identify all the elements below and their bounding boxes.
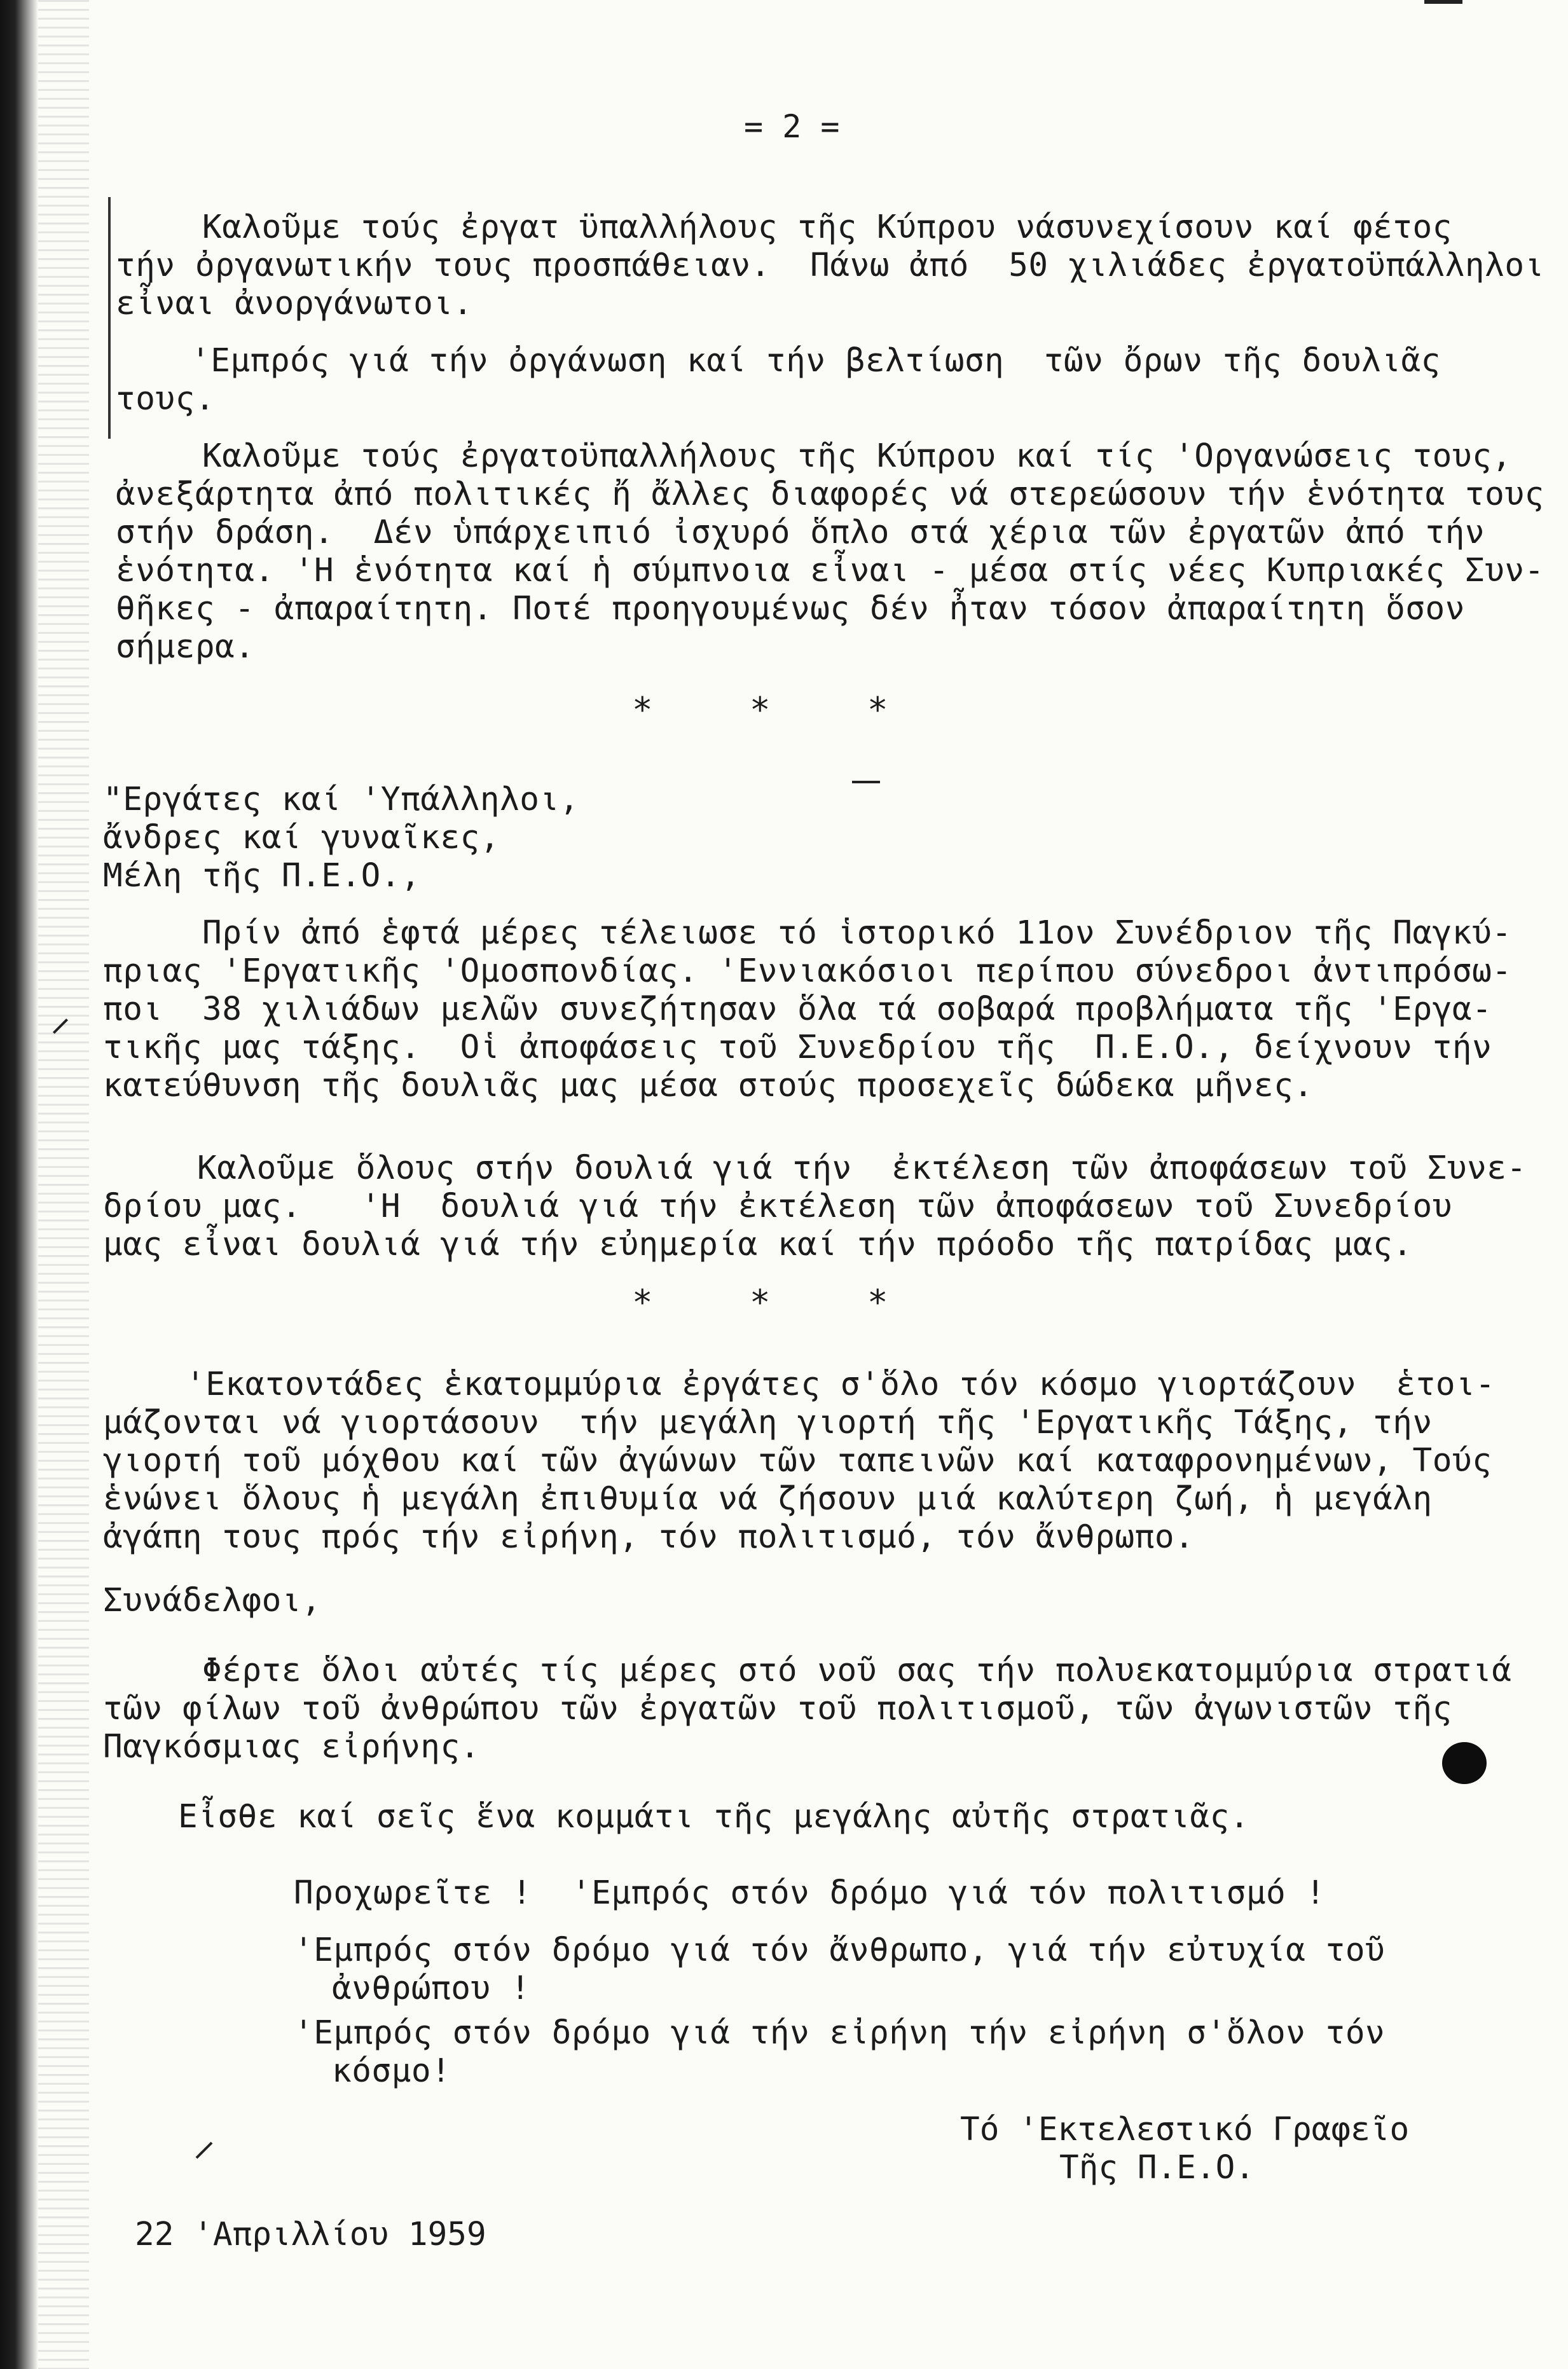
- text-line: τους.: [116, 380, 216, 418]
- text-line: δρίου μας. 'Η δουλιά γιά τήν ἐκτέλεση τῶν ἀποφάσεων τοῦ Συνεδρίου: [103, 1188, 1452, 1225]
- text-line: ἄνδρες καί γυναῖκες,: [103, 819, 500, 856]
- text-line: ἑνότητα. 'Η ἑνότητα καί ἡ σύμπνοια εἶναι - μέσα στίς νέες Κυπριακές Συν-: [116, 552, 1544, 589]
- separator: * * *: [632, 690, 926, 730]
- text-line: γιορτή τοῦ μόχθου καί τῶν ἀγώνων τῶν ταπεινῶν καί καταφρονημένων, Τούς: [103, 1442, 1492, 1480]
- text-line: ἀνθρώπου !: [332, 1970, 531, 2007]
- separator: * * *: [632, 1282, 926, 1322]
- text-line: στήν δράση. Δέν ὑπάρχειπιό ἰσχυρό ὅπλο στά χέρια τῶν ἐργατῶν ἀπό τήν: [116, 514, 1485, 551]
- text-line: μας εἶναι δουλιά γιά τήν εὐημερία καί τήν πρόοδο τῆς πατρίδας μας.: [103, 1226, 1413, 1263]
- ink-blot: [1442, 1742, 1487, 1784]
- text-line: ποι 38 χιλιάδων μελῶν συνεζήτησαν ὅλα τά σοβαρά προβλήματα τῆς 'Εργα-: [103, 991, 1492, 1028]
- text-line: Καλοῦμε τούς ἐργατ ϋπαλλήλους τῆς Κύπρου νάσυνεχίσουν καί φέτος: [202, 209, 1452, 246]
- text-line: Μέλη τῆς Π.Ε.Ο.,: [103, 857, 421, 895]
- signature-line-2: Τῆς Π.Ε.Ο.: [1059, 2149, 1255, 2187]
- text-line: θῆκες - ἀπαραίτητη. Ποτέ προηγουμένως δέν ἦταν τόσον ἀπαραίτητη ὅσον: [116, 590, 1465, 628]
- text-line: μάζονται νά γιορτάσουν τήν μεγάλη γιορτή τῆς 'Εργατικῆς Τάξης, τήν: [103, 1404, 1433, 1441]
- text-line: πριας 'Εργατικῆς 'Ομοσπονδίας. 'Εννιακόσιοι περίπου σύνεδροι ἀντιπρόσω-: [103, 952, 1512, 990]
- text-line: Καλοῦμε ὅλους στήν δουλιά γιά τήν ἐκτέλεση τῶν ἀποφάσεων τοῦ Συνε-: [197, 1150, 1527, 1187]
- text-line: Πρίν ἀπό ἑφτά μέρες τέλειωσε τό ἱστορικό 11ον Συνέδριον τῆς Παγκύ-: [202, 914, 1512, 952]
- stray-dash: [852, 781, 880, 783]
- text-line: ἑνώνει ὅλους ἡ μεγάλη ἐπιθυμία νά ζήσουν μιά καλύτερη ζωή, ἡ μεγάλη: [103, 1480, 1433, 1518]
- text-line: Συνάδελφοι,: [103, 1582, 322, 1619]
- text-line: Παγκόσμιας εἰρήνης.: [103, 1728, 480, 1766]
- scan-binding-edge: [0, 0, 38, 2369]
- text-line: 'Εμπρός στόν δρόμο γιά τόν ἄνθρωπο, γιά τήν εὐτυχία τοῦ: [294, 1932, 1386, 1969]
- margin-mark: [108, 197, 111, 439]
- text-line: 'Εμπρός γιά τήν ὀργάνωση καί τήν βελτίωση τῶν ὄρων τῆς δουλιᾶς: [191, 342, 1441, 380]
- document-date: 22 'Απριλλίου 1959: [135, 2216, 486, 2253]
- text-line: τικῆς μας τάξης. Οἱ ἀποφάσεις τοῦ Συνεδρίου τῆς Π.Ε.Ο., δείχνουν τήν: [103, 1029, 1492, 1066]
- text-line: τῶν φίλων τοῦ ἀνθρώπου τῶν ἐργατῶν τοῦ πολιτισμοῦ, τῶν ἀγωνιστῶν τῆς: [103, 1690, 1452, 1727]
- text-line: εἶναι ἀνοργάνωτοι.: [116, 285, 473, 322]
- signature-line-1: Τό 'Εκτελεστικό Γραφεῖο: [960, 2111, 1410, 2148]
- text-line: Καλοῦμε τούς ἐργατοϋπαλλήλους τῆς Κύπρου καί τίς 'Οργανώσεις τους,: [202, 437, 1512, 475]
- text-line: κόσμο!: [332, 2052, 451, 2090]
- text-line: 'Εμπρός στόν δρόμο γιά τήν εἰρήνη τήν εἰρήνη σ'ὅλον τόν: [294, 2014, 1386, 2052]
- text-line: "Εργάτες καί 'Υπάλληλοι,: [103, 781, 579, 818]
- page-number: = 2 =: [744, 108, 840, 145]
- text-line: Φέρτε ὅλοι αὐτές τίς μέρες στό νοῦ σας τήν πολυεκατομμύρια στρατιά: [202, 1652, 1512, 1689]
- text-line: κατεύθυνση τῆς δουλιᾶς μας μέσα στούς προσεχεῖς δώδεκα μῆνες.: [103, 1067, 1314, 1104]
- text-line: σήμερα.: [116, 628, 255, 666]
- text-line: 'Εκατοντάδες ἑκατομμύρια ἐργάτες σ'ὅλο τόν κόσμο γιορτάζουν ἑτοι-: [186, 1366, 1496, 1403]
- text-line: Εἶσθε καί σεῖς ἕνα κομμάτι τῆς μεγάλης αὐτῆς στρατιᾶς.: [178, 1798, 1250, 1836]
- scan-edge-noise: [38, 0, 89, 2369]
- text-line: τήν ὀργανωτικήν τους προσπάθειαν. Πάνω ἀπό 50 χιλιάδες ἐργατοϋπάλληλοι: [116, 247, 1544, 284]
- text-line: Προχωρεῖτε ! 'Εμπρός στόν δρόμο γιά τόν πολιτισμό !: [294, 1874, 1326, 1912]
- stray-mark: [196, 2142, 213, 2159]
- top-mark: [1424, 0, 1462, 4]
- text-line: ἀγάπη τους πρός τήν εἰρήνη, τόν πολιτισμό, τόν ἄνθρωπο.: [103, 1518, 1195, 1556]
- text-line: ἀνεξάρτητα ἀπό πολιτικές ἤ ἄλλες διαφορές νά στερεώσουν τήν ἑνότητα τους: [116, 476, 1544, 513]
